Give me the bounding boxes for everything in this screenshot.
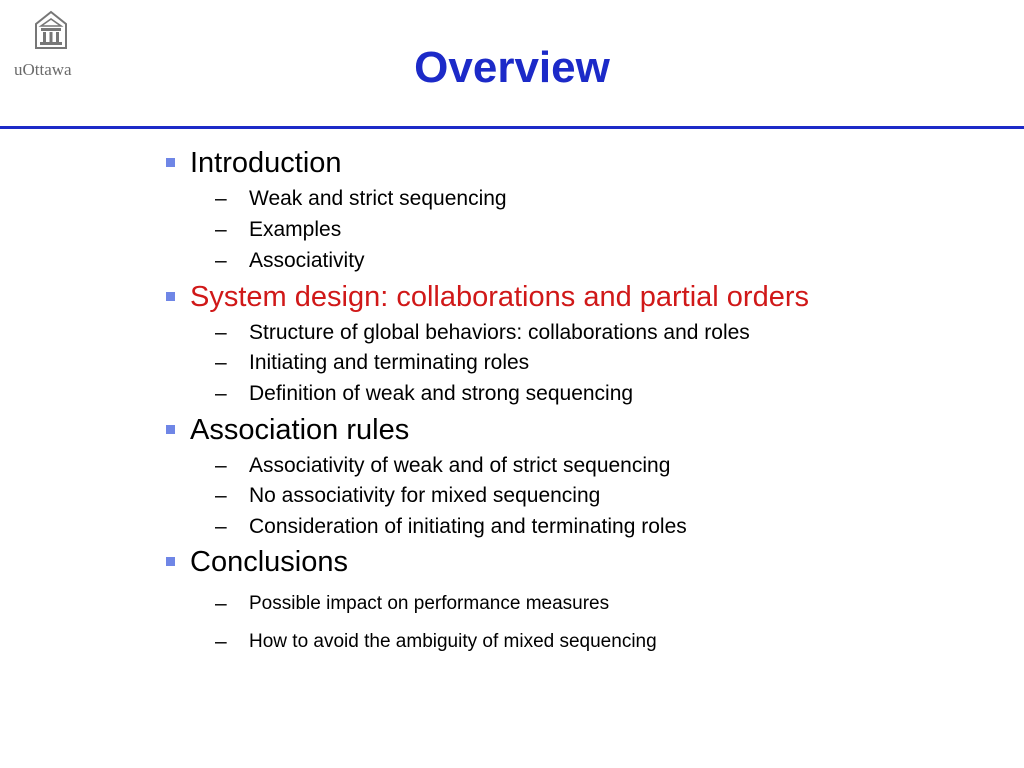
list-item: [215, 483, 601, 509]
dash-bullet-icon: –: [215, 630, 227, 653]
list-item-label: No associativity for mixed sequencing: [249, 484, 601, 507]
square-bullet-icon: [166, 158, 175, 167]
list-item: [215, 320, 750, 346]
dash-bullet-icon: –: [215, 321, 227, 344]
list-item-label: Associativity: [249, 249, 365, 272]
list-item-label: Weak and strict sequencing: [249, 187, 507, 210]
dash-bullet-icon: –: [215, 484, 227, 507]
dash-bullet-icon: –: [215, 187, 227, 210]
section-label: Association rules: [190, 414, 410, 446]
list-item-label: Associativity of weak and of strict sequencing: [249, 454, 671, 477]
square-bullet-icon: [166, 292, 175, 301]
list-item-label: Possible impact on performance measures: [249, 593, 610, 614]
section-system-design: [190, 280, 809, 314]
list-item: [215, 453, 671, 479]
list-item: [215, 186, 507, 212]
list-item-label: Consideration of initiating and terminating roles: [249, 515, 687, 538]
list-item: [215, 591, 610, 617]
page-title: Overview: [414, 43, 610, 92]
dash-bullet-icon: –: [215, 592, 227, 615]
square-bullet-icon: [166, 557, 175, 566]
list-item: [215, 248, 365, 274]
dash-bullet-icon: –: [215, 249, 227, 272]
section-label: Conclusions: [190, 546, 348, 578]
dash-bullet-icon: –: [215, 218, 227, 241]
logo-text: uOttawa: [14, 60, 72, 79]
list-item: [215, 217, 342, 243]
list-item-label: Initiating and terminating roles: [249, 351, 530, 374]
list-item-label: Definition of weak and strong sequencing: [249, 382, 634, 405]
section-label: Introduction: [190, 147, 342, 179]
list-item: [215, 381, 634, 407]
list-item: [215, 629, 657, 655]
dash-bullet-icon: –: [215, 515, 227, 538]
section-conclusions: [190, 545, 348, 579]
section-introduction: [190, 146, 342, 180]
dash-bullet-icon: –: [215, 351, 227, 374]
title-divider: [0, 126, 1024, 129]
list-item-label: Structure of global behaviors: collaborations and roles: [249, 321, 750, 344]
section-association-rules: [190, 413, 409, 447]
list-item: [215, 350, 530, 376]
dash-bullet-icon: –: [215, 454, 227, 477]
dash-bullet-icon: –: [215, 382, 227, 405]
list-item-label: How to avoid the ambiguity of mixed sequencing: [249, 631, 657, 652]
square-bullet-icon: [166, 425, 175, 434]
section-label: System design: collaborations and partial orders: [190, 281, 809, 313]
list-item-label: Examples: [249, 218, 342, 241]
list-item: [215, 514, 687, 540]
